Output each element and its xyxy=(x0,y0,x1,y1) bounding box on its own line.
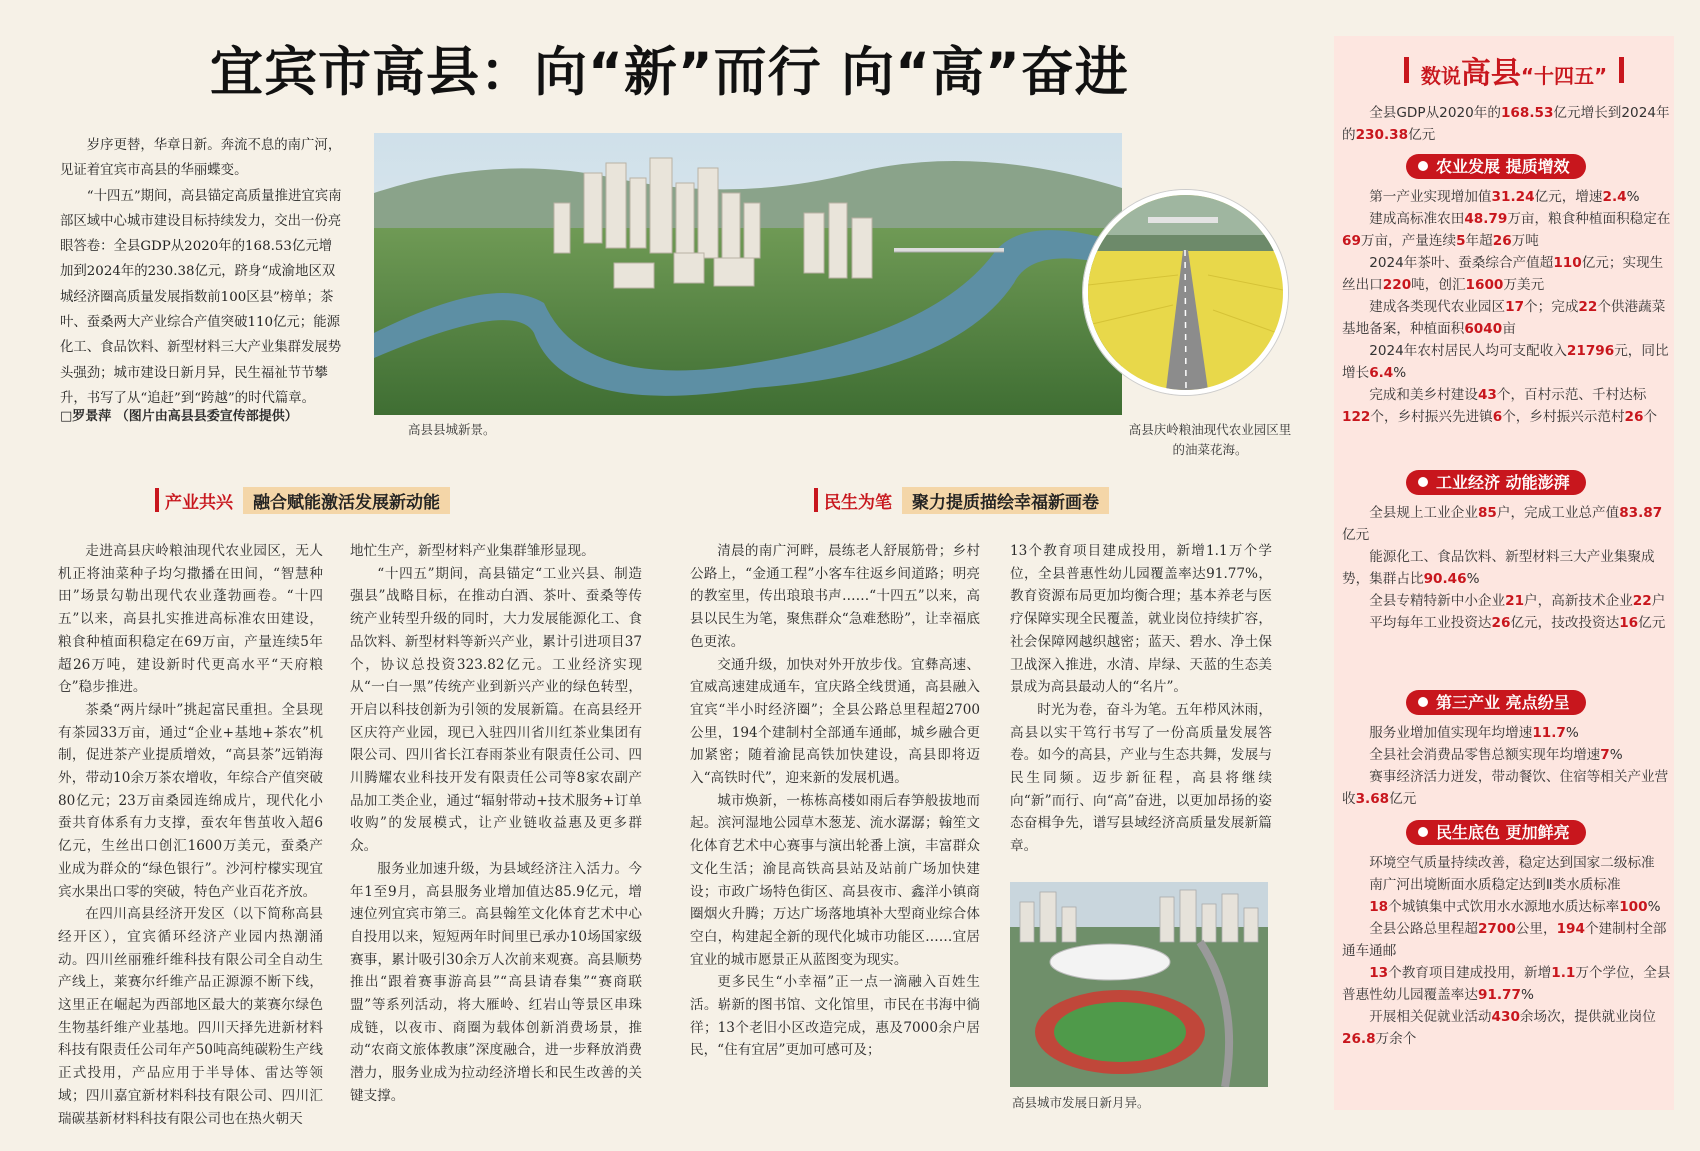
stat-line: 全县社会消费品零售总额实现年均增速7% xyxy=(1369,747,1623,763)
paragraph: 地忙生产，新型材料产业集群雏形显现。 xyxy=(350,543,595,559)
stat-line: 全县公路总里程超2700公里，194个建制村全部通车通邮 xyxy=(1342,921,1667,959)
lead-paragraph: 岁序更替，华章日新。奔流不息的南广河，见证着宜宾市高县的华丽蝶变。 xyxy=(60,138,342,179)
dot-icon xyxy=(1418,161,1428,171)
stat-line: 环境空气质量持续改善，稳定达到国家二级标准 xyxy=(1369,855,1655,871)
stat-line: 第一产业实现增加值31.24亿元，增速2.4% xyxy=(1369,189,1640,205)
stat-line: 13个教育项目建成投用，新增1.1万个学位，全县普惠性幼儿园覆盖率达91.77% xyxy=(1342,965,1671,1003)
bottom-photo-caption: 高县城市发展日新月异。 xyxy=(1012,1095,1150,1110)
stats-sidebar xyxy=(1334,36,1674,1110)
paragraph: 服务业加速升级，为县域经济注入活力。今年1至9月，高县服务业增加值达85.9亿元，增速位列宜宾市第三。高县翰笙文化体育艺术中心自投用以来，短短两年时间里已承办10场国家级赛事，累计吸引30余万人次前来观赛。高县顺势推出“跟着赛事游高县”“高县请春集”“赛商联盟”等系列活动，将大雁岭、红岩山等景区串珠成链，以夜市、商圈为载体创新消费场景，推动“农商文旅体教康”深度融合，进一步释放消费潜力，服务业成为拉动经济增长和民生改善的关键支撑。 xyxy=(350,860,642,1104)
paragraph: 13个教育项目建成投用，新增1.1万个学位，全县普惠性幼儿园覆盖率达91.77%，教育资源布局更加均衡合理；基本养老与医疗保障实现全民覆盖，就业岗位持续扩容，社会保障网越织越密；蓝天、碧水、净土保卫战深入推进，水清、岸绿、天蓝的生态美景成为高县最动人的“名片”。 xyxy=(1010,543,1272,696)
pill-livelihood: 民生底色 更加鲜亮 xyxy=(1406,820,1586,845)
body-column-1 xyxy=(58,540,323,1130)
agri-stats xyxy=(1342,186,1672,428)
title-bar xyxy=(1619,57,1624,83)
stat-line: 全县专精特新中小企业21户，高新技术企业22户 xyxy=(1369,593,1666,609)
dot-icon xyxy=(1418,827,1428,837)
lead-paragraph: “十四五”期间，高县锚定高质量推进宜宾南部区域中心城市建设目标持续发力，交出一份亮眼答卷：全县GDP从2020年的168.53亿元增加到2024年的230.38亿元，跻身“成渝地区双城经济圈高质量发展指数前100区县”榜单；茶叶、蚕桑两大产业综合产值突破110亿元；能源化工、食品饮料、新型材料三大产业集群发展势头强劲；城市建设日新月异，民生福祉节节攀升，书写了从“追赶”到“跨越”的时代篇章。 xyxy=(60,188,342,406)
dot-icon xyxy=(1418,477,1428,487)
section-head-livelihood xyxy=(814,487,1109,513)
paragraph: 清晨的南广河畔，晨练老人舒展筋骨；乡村公路上，“金通工程”小客车往返乡间道路；明亮的教室里，传出琅琅书声……“十四五”以来，高县以民生为笔，聚焦群众“急难愁盼”，让幸福底色更浓。 xyxy=(690,543,980,650)
pill-industry: 工业经济 动能澎湃 xyxy=(1406,470,1586,495)
sidebar-title xyxy=(1398,50,1630,90)
stat-line: 18个城镇集中式饮用水水源地水质达标率100% xyxy=(1369,899,1661,915)
section-title: 融合赋能激活发展新动能 xyxy=(243,487,450,514)
stat-line: 2024年茶叶、蚕桑综合产值超110亿元；实现生丝出口220吨，创汇1600万美元 xyxy=(1342,255,1664,293)
title-bar xyxy=(1404,57,1409,83)
paragraph: 在四川高县经济开发区（以下简称高县经开区），宜宾循环经济产业园内热潮涌动。四川丝丽雅纤维科技有限公司全自动生产线上，莱赛尔纤维产品正源源不断下线，这里正在崛起为西部地区最大的莱赛尔绿色生物基纤维产业基地。四川天择先进新材料科技有限责任公司年产50吨高纯碳粉生产线正式投用，产品应用于半导体、雷达等领域；四川嘉宜新材料科技有限公司、四川汇瑞碳基新材料科技有限公司也在热火朝天 xyxy=(58,906,323,1127)
stat-line: 服务业增加值实现年均增速11.7% xyxy=(1369,725,1579,741)
paragraph: 茶桑“两片绿叶”挑起富民重担。全县现有茶园33万亩，通过“企业+基地+茶农”机制，促进茶产业提质增效，“高县茶”远销海外，带动10余万茶农增收，年综合产值突破80亿元；23万亩桑园连绵成片，现代化小蚕共育体系有力支撑，蚕农年售茧收入超6亿元，生丝出口创汇1600万美元，蚕桑产业成为群众的“绿色银行”。沙河柠檬实现宜宾水果出口零的突破，特色产业百花齐放。 xyxy=(58,701,323,900)
paragraph: 城市焕新，一栋栋高楼如雨后春笋般拔地而起。滨河湿地公园草木葱茏、流水潺潺；翰笙文化体育艺术中心赛事与演出轮番上演，丰富群众文化生活；渝昆高铁高县站及站前广场加快建设；市政广场特色街区、高县夜市、鑫洋小镇商圈烟火升腾；万达广场落地填补大型商业综合体空白，构建起全新的现代化城市功能区……宜居宜业的城市愿景正从蓝图变为现实。 xyxy=(690,792,980,968)
stat-line: 完成和美乡村建设43个，百村示范、千村达标122个，乡村振兴先进镇6个，乡村振兴示范村26个 xyxy=(1342,387,1658,425)
stat-line: 全县GDP从2020年的168.53亿元增长到2024年的230.38亿元 xyxy=(1342,105,1670,143)
city-stadium-photo xyxy=(1010,882,1268,1087)
aerial-illustration xyxy=(374,133,1122,415)
rapeseed-field-photo xyxy=(1083,190,1288,395)
stat-line: 赛事经济活力迸发，带动餐饮、住宿等相关产业营收3.68亿元 xyxy=(1342,769,1669,807)
section-head-industry xyxy=(155,487,450,513)
industry-stats xyxy=(1342,502,1672,634)
service-stats xyxy=(1342,722,1672,810)
lead-text xyxy=(60,133,345,411)
paragraph: 时光为卷，奋斗为笔。五年栉风沐雨，高县以实干笃行书写了一份高质量发展答卷。如今的高县，产业与生态共舞，发展与民生同频。迈步新征程，高县将继续向“新”而行、向“高”奋进，以更加昂扬的姿态奋楫争先，谱写县域经济高质量发展新篇章。 xyxy=(1010,701,1272,855)
byline: □罗景萍 （图片由高县县委宣传部提供） xyxy=(60,409,298,424)
title-pre: 数说 xyxy=(1420,64,1461,88)
county-aerial-photo xyxy=(374,133,1122,415)
paragraph: 更多民生“小幸福”正一点一滴融入百姓生活。崭新的图书馆、文化馆里，市民在书海中徜徉；13个老旧小区改造完成，惠及7000余户居民，“住有宜居”更加可感可及； xyxy=(690,974,980,1059)
section-title: 聚力提质描绘幸福新画卷 xyxy=(902,487,1109,514)
section-tag: 民生为笔 xyxy=(824,492,892,513)
stat-line: 开展相关促就业活动430余场次，提供就业岗位26.8万余个 xyxy=(1342,1009,1656,1047)
stat-line: 能源化工、食品饮料、新型材料三大产业集聚成势，集群占比90.46% xyxy=(1342,549,1655,587)
sidebar-intro xyxy=(1342,102,1672,146)
section-bar xyxy=(814,488,818,512)
stat-line: 建成各类现代农业园区17个；完成22个供港蔬菜基地备案，种植面积6040亩 xyxy=(1342,299,1666,337)
main-photo-caption: 高县县城新景。 xyxy=(408,422,496,437)
stat-line: 南广河出境断面水质稳定达到Ⅱ类水质标准 xyxy=(1369,877,1621,893)
livelihood-stats xyxy=(1342,852,1672,1050)
rapeseed-illustration xyxy=(1088,195,1283,390)
paragraph: 交通升级，加快对外开放步伐。宜彝高速、宜威高速建成通车，宜庆路全线贯通，高县融入宜宾“半小时经济圈”；全县公路总里程超2700公里，194个建制村全部通车通邮，城乡融合更加紧密；随着渝昆高铁加快建设，高县即将迈入“高铁时代”，迎来新的发展机遇。 xyxy=(690,656,980,787)
body-column-3 xyxy=(690,540,980,1062)
circle-photo-caption: 高县庆岭粮油现代农业园区里的油菜花海。 xyxy=(1128,422,1292,457)
title-post: “十四五” xyxy=(1520,64,1608,88)
stat-line: 全县规上工业企业85户，完成工业总产值83.87亿元 xyxy=(1342,505,1663,543)
stadium-illustration xyxy=(1010,882,1268,1087)
pill-service: 第三产业 亮点纷呈 xyxy=(1406,690,1586,715)
section-tag: 产业共兴 xyxy=(165,492,233,513)
dot-icon xyxy=(1418,697,1428,707)
stat-line: 建成高标准农田48.79万亩，粮食种植面积稳定在69万亩，产量连续5年超26万吨 xyxy=(1342,211,1671,249)
headline: 宜宾市高县：向“新”而行 向“高”奋进 xyxy=(210,42,1129,103)
stat-line: 2024年农村居民人均可支配收入21796元，同比增长6.4% xyxy=(1342,343,1669,381)
paragraph: “十四五”期间，高县锚定“工业兴县、制造强县”战略目标，在推动白酒、茶叶、蚕桑等传统产业转型升级的同时，大力发展能源化工、食品饮料、新型材料等新兴产业，累计引进项目37个，协议总投资323.82亿元。工业经济实现从“一白一黑”传统产业到新兴产业的绿色转型，开启以科技创新为引领的发展新篇。在高县经开区庆符产业园，现已入驻四川省川红茶业集团有限公司、四川省长江春雨茶业有限责任公司、四川腾耀农业科技开发有限责任公司等8家农副产品加工类企业，通过“辐射带动+技术服务+订单收购”的发展模式，让产业链收益惠及更多群众。 xyxy=(350,565,642,855)
section-bar xyxy=(155,488,159,512)
sidebar-title-text xyxy=(1421,48,1607,92)
pill-agriculture: 农业发展 提质增效 xyxy=(1406,154,1586,179)
body-column-4 xyxy=(1010,540,1272,858)
paragraph: 走进高县庆岭粮油现代农业园区，无人机正将油菜种子均匀撒播在田间，“智慧种田”场景勾勒出现代农业蓬勃画卷。“十四五”以来，高县扎实推进高标准农田建设，粮食种植面积稳定在69万亩，产量连续5年超26万吨，建设新时代更高水平“天府粮仓”稳步推进。 xyxy=(58,543,323,696)
title-big: 高县 xyxy=(1460,56,1521,91)
body-column-2 xyxy=(350,540,642,1108)
stat-line: 平均每年工业投资达26亿元，技改投资达16亿元 xyxy=(1369,615,1666,631)
